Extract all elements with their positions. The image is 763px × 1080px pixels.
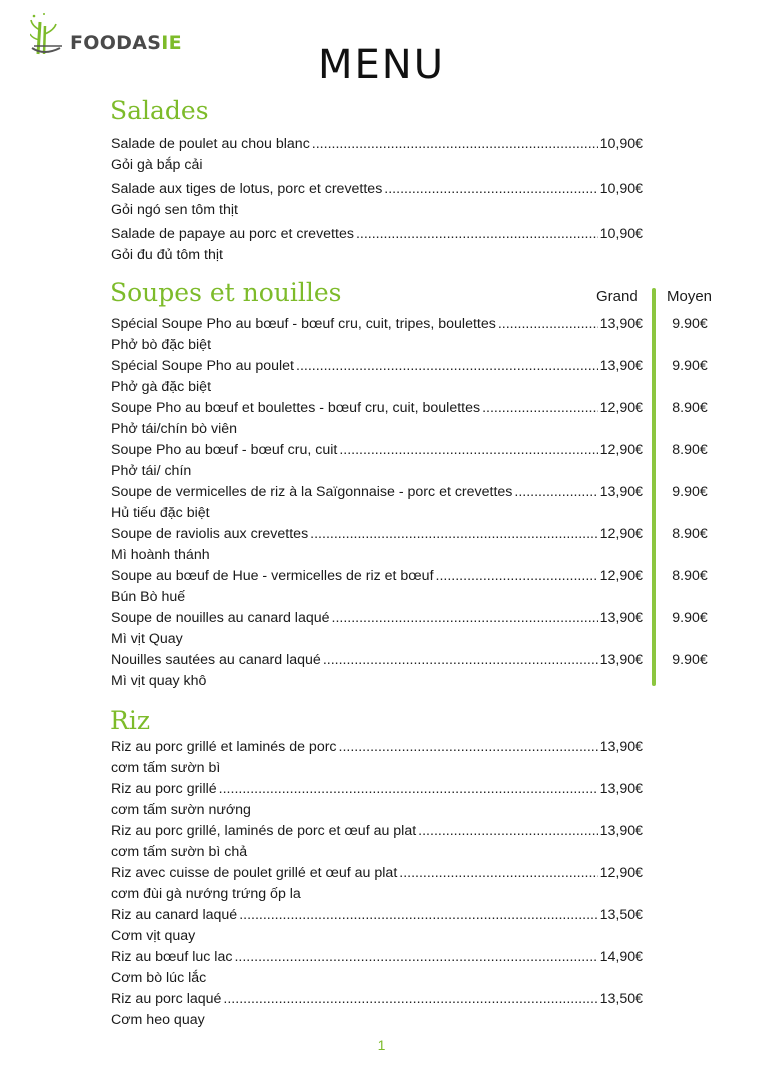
menu-item-medium-price: 8.90€ [672, 400, 708, 416]
menu-item: Riz au porc laqué ..... 13,50€ [111, 989, 643, 1009]
menu-item: Salade de papaye au porc et crevettes ..... 10,90€ [111, 224, 643, 244]
menu-item-vn: Cơm vịt quay [111, 928, 196, 944]
menu-item-vn: Hủ tiếu đặc biệt [111, 505, 210, 521]
menu-item-medium-price: 8.90€ [672, 442, 708, 458]
menu-item-vn: Phở bò đặc biệt [111, 337, 212, 353]
menu-item-vn: Phở tái/ chín [111, 463, 192, 479]
section-title-salades: Salades [110, 96, 209, 125]
menu-item: Soupe Pho au bœuf et boulettes - bœuf cru, cuit, boulettes ..... 12,90€ [111, 398, 643, 418]
menu-item: Riz au canard laqué ..... 13,50€ [111, 905, 643, 925]
menu-item-vn: Mì vịt quay khô [111, 673, 207, 689]
menu-item-vn: Cơm bò lúc lắc [111, 970, 207, 986]
menu-item-vn: cơm tấm sườn nướng [111, 802, 251, 818]
menu-item-medium-price: 9.90€ [672, 358, 708, 374]
menu-item-medium-price: 9.90€ [672, 652, 708, 668]
brand-name: FOODASIE [70, 32, 182, 54]
menu-item-vn: Bún Bò huế [111, 589, 186, 605]
menu-item-vn: Gỏi đu đủ tôm thịt [111, 247, 223, 263]
column-divider [652, 288, 656, 686]
menu-item-medium-price: 8.90€ [672, 568, 708, 584]
menu-item-vn: cơm đùi gà nướng trứng ốp la [111, 886, 301, 902]
menu-item: Soupe de nouilles au canard laqué ..... 13,90€ [111, 608, 643, 628]
menu-item: Riz au bœuf luc lac ..... 14,90€ [111, 947, 643, 967]
menu-item: Nouilles sautées au canard laqué ..... 13,90€ [111, 650, 643, 670]
menu-item-medium-price: 8.90€ [672, 526, 708, 542]
menu-item: Riz avec cuisse de poulet grillé et œuf au plat ..... 12,90€ [111, 863, 643, 883]
column-header-moyen: Moyen [667, 288, 713, 305]
menu-item-medium-price: 9.90€ [672, 484, 708, 500]
menu-item: Riz au porc grillé et laminés de porc ..... 13,90€ [111, 737, 643, 757]
menu-item: Spécial Soupe Pho au bœuf - bœuf cru, cuit, tripes, boulettes ..... 13,90€ [111, 314, 643, 334]
menu-item: Soupe de raviolis aux crevettes ..... 12,90€ [111, 524, 643, 544]
menu-item: Soupe de vermicelles de riz à la Saïgonnaise - porc et crevettes ..... 13,90€ [111, 482, 643, 502]
menu-item-vn: Mì hoành thánh [111, 547, 210, 563]
menu-item-vn: Mì vịt Quay [111, 631, 183, 647]
menu-item-vn: Phở gà đặc biệt [111, 379, 212, 395]
menu-item-medium-price: 9.90€ [672, 316, 708, 332]
section-title-riz: Riz [110, 706, 150, 735]
menu-item: Salade aux tiges de lotus, porc et crevettes ..... 10,90€ [111, 179, 643, 199]
menu-item-vn: Gỏi ngó sen tôm thịt [111, 202, 238, 218]
menu-item-vn: Cơm heo quay [111, 1012, 205, 1028]
menu-item-vn: cơm tấm sườn bì chả [111, 844, 248, 860]
section-title-soupes: Soupes et nouilles [110, 278, 342, 307]
menu-item: Riz au porc grillé, laminés de porc et œuf au plat ..... 13,90€ [111, 821, 643, 841]
column-header-grand: Grand [596, 288, 638, 305]
menu-item: Soupe au bœuf de Hue - vermicelles de riz et bœuf ..... 12,90€ [111, 566, 643, 586]
menu-item-vn: cơm tấm sườn bì [111, 760, 221, 776]
menu-item-vn: Phở tái/chín bò viên [111, 421, 238, 437]
menu-item-medium-price: 9.90€ [672, 610, 708, 626]
menu-item: Spécial Soupe Pho au poulet ..... 13,90€ [111, 356, 643, 376]
page-number: 1 [377, 1037, 386, 1053]
menu-item: Soupe Pho au bœuf - bœuf cru, cuit ..... 12,90€ [111, 440, 643, 460]
menu-item: Salade de poulet au chou blanc ..... 10,90€ [111, 134, 643, 154]
menu-item: Riz au porc grillé ..... 13,90€ [111, 779, 643, 799]
page-title: MENU [318, 42, 445, 88]
menu-item-vn: Gỏi gà bắp cải [111, 157, 203, 173]
